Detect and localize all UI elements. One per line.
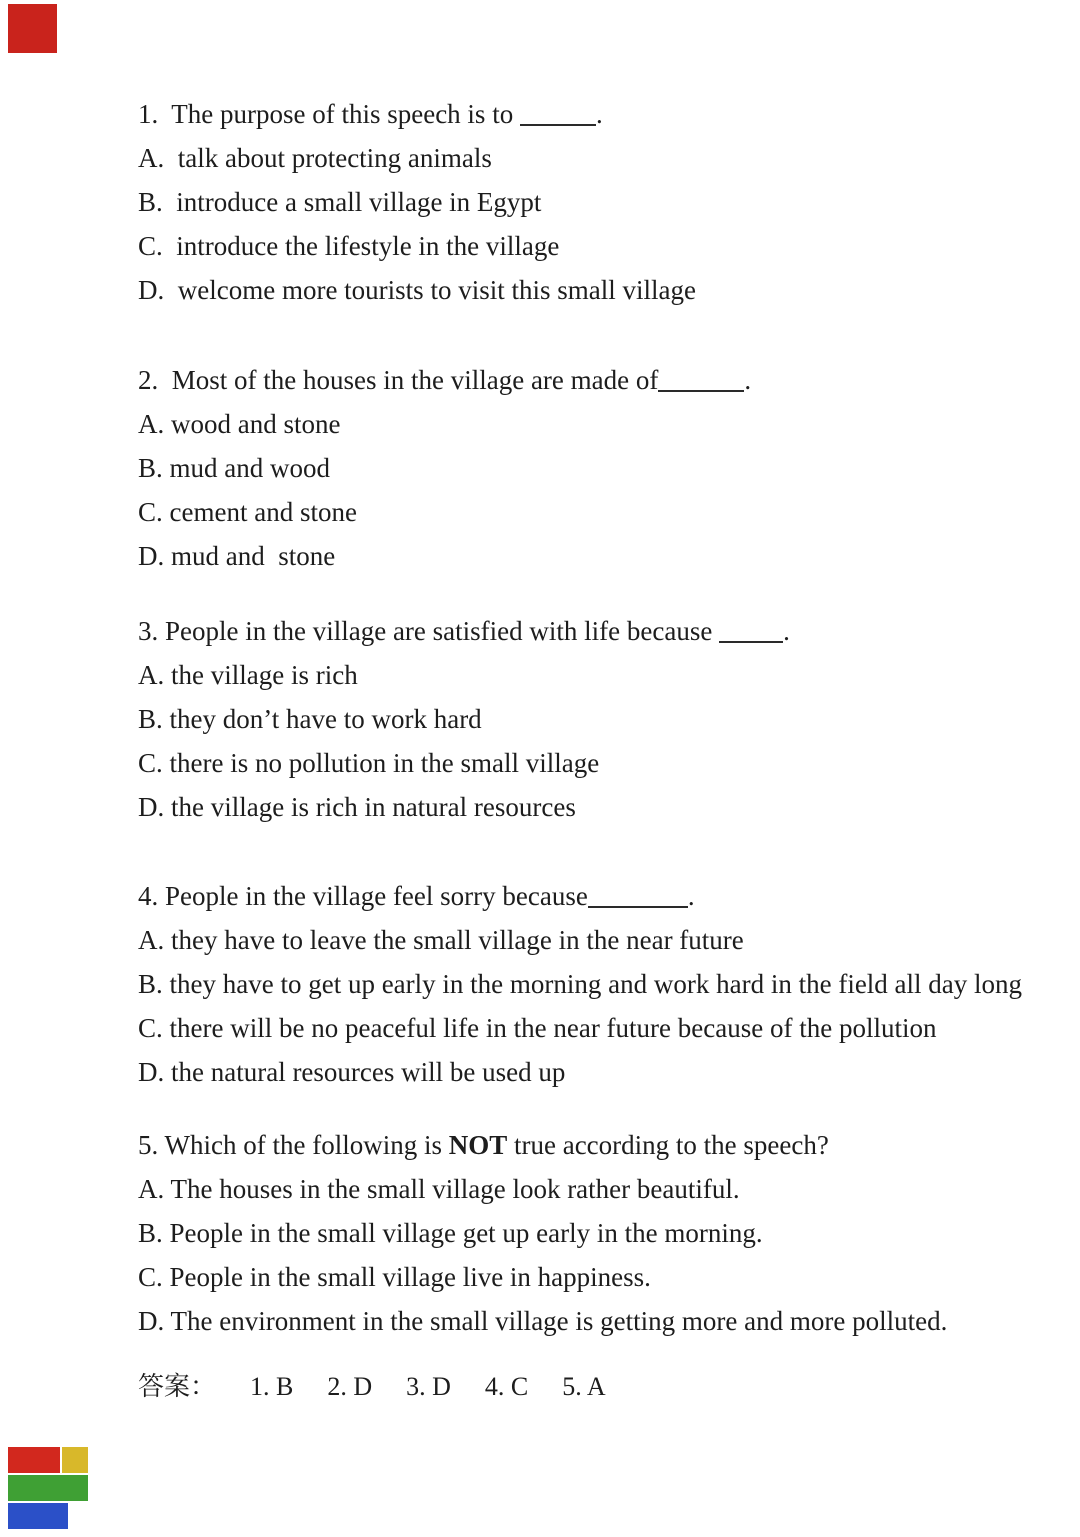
glitch-red-block bbox=[8, 1447, 60, 1473]
glitch-yellow-block bbox=[62, 1447, 88, 1473]
question-1-option-c: C. introduce the lifestyle in the village bbox=[138, 231, 560, 261]
answer-item-2: 2. D bbox=[327, 1372, 373, 1401]
question-5 bbox=[138, 1123, 1040, 1343]
blank-line bbox=[520, 120, 596, 126]
question-1-stem: 1. The purpose of this speech is to bbox=[138, 99, 520, 129]
answer-item-5: 5. A bbox=[562, 1372, 606, 1401]
answer-key bbox=[138, 1365, 1040, 1409]
blank-line bbox=[658, 386, 744, 392]
red-square-marker bbox=[8, 4, 57, 53]
question-1 bbox=[138, 92, 1040, 312]
answer-item-1: 1. B bbox=[250, 1372, 294, 1401]
blank-line bbox=[719, 637, 783, 643]
question-5-option-b: B. People in the small village get up early in the morning. bbox=[138, 1218, 763, 1248]
question-4-text bbox=[138, 874, 1040, 918]
quiz-content bbox=[138, 92, 1040, 1409]
answer-key-label: 答案： bbox=[138, 1372, 217, 1401]
question-4-stem: 4. People in the village feel sorry because bbox=[138, 881, 588, 911]
question-4-option-a: A. they have to leave the small village in the near future bbox=[138, 925, 744, 955]
question-2-stem: 2. Most of the houses in the village are made of bbox=[138, 365, 659, 395]
blank-line bbox=[588, 902, 688, 908]
question-2-period: . bbox=[744, 365, 752, 395]
question-2-option-d: D. mud and stone bbox=[138, 541, 336, 571]
question-1-option-d: D. welcome more tourists to visit this small village bbox=[138, 275, 696, 305]
question-5-text bbox=[138, 1123, 1040, 1167]
question-1-option-a: A. talk about protecting animals bbox=[138, 143, 492, 173]
question-5-option-a: A. The houses in the small village look rather beautiful. bbox=[138, 1174, 740, 1204]
question-4-option-d: D. the natural resources will be used up bbox=[138, 1057, 566, 1087]
question-5-stem: 5. Which of the following is bbox=[138, 1130, 449, 1160]
question-3-option-c: C. there is no pollution in the small village bbox=[138, 748, 600, 778]
question-4-option-b: B. they have to get up early in the morning and work hard in the field all day long bbox=[138, 969, 1023, 999]
question-4-period: . bbox=[687, 881, 695, 911]
question-5-option-c: C. People in the small village live in happiness. bbox=[138, 1262, 651, 1292]
question-1-period: . bbox=[595, 99, 603, 129]
question-2-option-c: C. cement and stone bbox=[138, 497, 357, 527]
answer-item-3: 3. D bbox=[406, 1372, 451, 1401]
answer-item-4: 4. C bbox=[484, 1372, 529, 1401]
question-3-option-a: A. the village is rich bbox=[138, 660, 358, 690]
question-2-text bbox=[138, 358, 1040, 402]
question-1-text bbox=[138, 92, 1040, 136]
question-3 bbox=[138, 609, 1040, 829]
question-2-option-b: B. mud and wood bbox=[138, 453, 330, 483]
question-3-option-b: B. they don’t have to work hard bbox=[138, 704, 482, 734]
question-4-option-c: C. there will be no peaceful life in the near future because of the pollution bbox=[138, 1013, 937, 1043]
question-3-text bbox=[138, 609, 1040, 653]
question-3-stem: 3. People in the village are satisfied with life because bbox=[138, 616, 720, 646]
question-1-option-b: B. introduce a small village in Egypt bbox=[138, 187, 542, 217]
question-3-option-d: D. the village is rich in natural resources bbox=[138, 792, 576, 822]
question-5-stem-end: true according to the speech? bbox=[507, 1130, 829, 1160]
question-5-option-d: D. The environment in the small village is getting more and more polluted. bbox=[138, 1306, 948, 1336]
question-3-period: . bbox=[783, 616, 790, 646]
glitch-green-block bbox=[8, 1475, 88, 1501]
bold-not-word: NOT bbox=[448, 1130, 508, 1160]
question-4 bbox=[138, 874, 1040, 1094]
glitch-blue-block bbox=[8, 1503, 68, 1529]
question-2-option-a: A. wood and stone bbox=[138, 409, 341, 439]
question-2 bbox=[138, 358, 1040, 578]
